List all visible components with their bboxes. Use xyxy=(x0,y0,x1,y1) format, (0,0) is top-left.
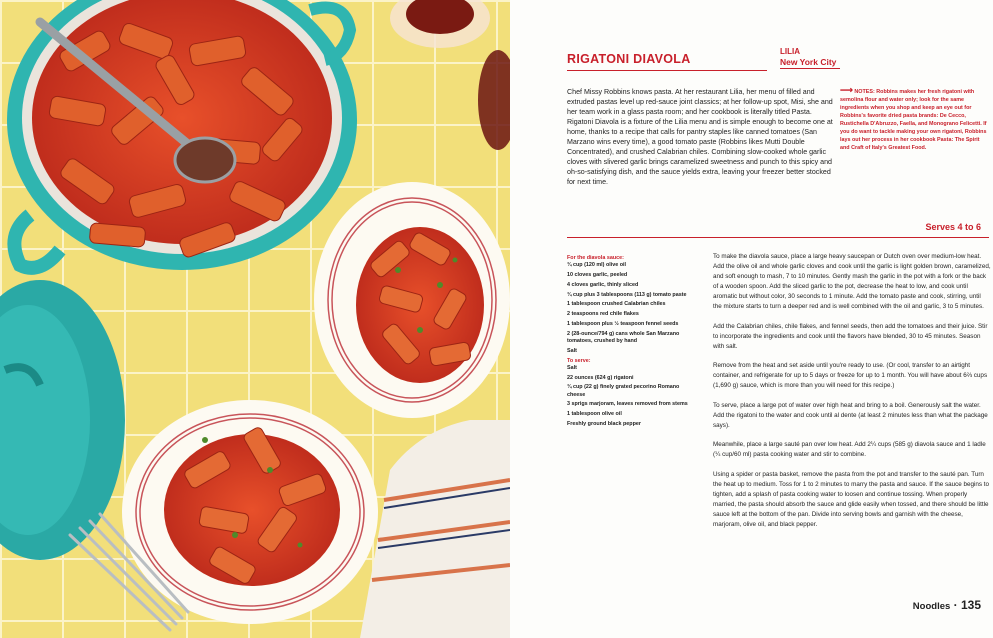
location-rule xyxy=(780,68,840,69)
ingredient-item: 10 cloves garlic, peeled xyxy=(567,272,628,278)
ingredients-heading-sauce: For the diavola sauce: xyxy=(567,255,624,261)
folio-separator: · xyxy=(953,598,958,612)
title-rule xyxy=(567,70,767,71)
method-steps xyxy=(713,252,991,540)
method-paragraph: To serve, place a large pot of water over high heat and bring to a boil. Generously salt the water. Add the rigatoni to the water and cook until al dente (at least 2 minutes less than what the package says). xyxy=(713,401,988,429)
recipe-title: RIGATONI DIAVOLA xyxy=(567,52,691,66)
ingredient-item: 1 tablespoon plus ½ teaspoon fennel seeds xyxy=(567,320,679,327)
method-paragraph: Meanwhile, place a large sauté pan over low heat. Add 2¼ cups (585 g) diavola sauce and 1 ladle (¼ cup/60 ml) pasta cooking water and stir to combine. xyxy=(713,441,986,459)
ingredient-item: 22 ounces (624 g) rigatoni xyxy=(567,374,634,381)
ingredient-item: Salt xyxy=(567,347,577,354)
restaurant-name: LILIA xyxy=(780,47,800,56)
method-paragraph: Using a spider or pasta basket, remove the pasta from the pot and transfer to the sauté pan. Turn the heat up to medium. Toss for 1 to 2 minutes to marry the pasta and sauce. If the sauce begins to tighten, add a splash of pasta cooking water to loosen and continue tossing. When properly married, the pasta should absorb the sauce and glide easily when tossed, and there should be little sauce left at the bottom of the pan. Divide into serving bowls and garnish with the cheese, marjoram, olive oil, and black pepper. xyxy=(713,470,990,528)
ingredient-item: ¾ cup plus 3 tablespoons (113 g) tomato paste xyxy=(567,291,687,298)
restaurant-location xyxy=(780,46,836,68)
section-rule xyxy=(567,237,989,238)
recipe-intro: Chef Missy Robbins knows pasta. At her restaurant Lilia, her menu of filled and extruded pastas level up red-sauce joint classics; at her follow-up spot, Misi, she and her team work in a glass pasta room; and her cookbook is literally titled Pasta. Rigatoni Diavola is a fixture of the Lilia menu and is simple enough to become one at home, thanks to a recipe that calls for pantry staples like canned tomatoes (San Marzano wins every time), a good tomato paste (Robbins likes Mutti Double Concentrated), and crushed Calabrian chiles. Combining slow-cooked whole garlic cloves with slivered garlic brings caramelized sweetness and punch to this spicy and oh-so-satisfying dish, and the sauce yields extra, leaving your freezer better stocked for next time. xyxy=(567,88,833,186)
recipe-note xyxy=(840,86,988,152)
ingredient-item: 3 sprigs marjoram, leaves removed from stems xyxy=(567,401,688,408)
arrow-right-icon: ⟶ xyxy=(840,85,853,95)
method-paragraph: Add the Calabrian chiles, chile flakes, and fennel seeds, then add the tomatoes and their juice. Stir to incorporate the ingredients and cook until the flavors have blended, 30 to 45 minutes. Season with salt. xyxy=(713,322,988,350)
ingredient-item: Freshly ground black pepper xyxy=(567,420,641,427)
ingredient-item: 2 teaspoons red chile flakes xyxy=(567,311,639,318)
method-paragraph: Remove from the heat and set aside until you're ready to use. (Or cool, transfer to an airtight container, and refrigerate for up to 5 days or freeze for up to 1 month. You will have about 6⅔ cups (1,690 g) sauce, which is more than you will need for this recipe.) xyxy=(713,362,988,390)
ingredients-heading-serve: To serve: xyxy=(567,357,591,364)
note-text: Robbins makes her fresh rigatoni with semolina flour and water only; look for the same ingredients when you shop and keep an eye out for Robbins's favorite dried pasta brands: De Cecco, Rustichella D'Abruzzo, Faella, and Monograno Felicetti. If you do want to tackle making your own rigatoni, Robbins lays out her process in her cookbook Pasta: The Spirit and Craft of Italy's Greatest Food. xyxy=(840,89,987,151)
city-name: New York City xyxy=(780,57,837,67)
ingredients-list xyxy=(567,253,699,431)
ingredient-item: 1 tablespoon olive oil xyxy=(567,411,622,418)
recipe-page xyxy=(510,0,993,638)
section-name: Noodles xyxy=(912,601,951,612)
ingredient-item: 2 (28-ounce/794 g) cans whole San Marzano tomatoes, crushed by hand xyxy=(567,330,680,344)
method-paragraph: To make the diavola sauce, place a large heavy saucepan or Dutch oven over medium-low heat. Add the olive oil and whole garlic cloves and cook until the garlic is light golden brown, caramelized, and soft enough to mash, 7 to 10 minutes. Gently mash the garlic in the pot with a fork or the back of a wooden spoon. Add the sliced garlic to the pot, decrease the heat to low, and cook until aromatic but without color, 30 seconds to 1 minute. Add the tomato paste and cook, stirring, until the mixture starts to turn a deeper red and is well combined with the oil and garlic, 3 to 5 minutes. xyxy=(713,253,991,310)
ingredient-item: 4 cloves garlic, thinly sliced xyxy=(567,281,639,288)
ingredient-item: ¾ cup (120 ml) olive oil xyxy=(567,262,627,269)
ingredient-item: Salt xyxy=(567,364,577,371)
page-folio xyxy=(913,598,981,612)
ingredient-item: 1 tablespoon crushed Calabrian chiles xyxy=(567,301,666,308)
note-label: NOTES: xyxy=(854,89,875,95)
serves-count: Serves 4 to 6 xyxy=(925,222,981,232)
page-number: 135 xyxy=(960,598,981,612)
ingredient-item: ¾ cup (22 g) finely grated pecorino Romano cheese xyxy=(567,384,680,398)
